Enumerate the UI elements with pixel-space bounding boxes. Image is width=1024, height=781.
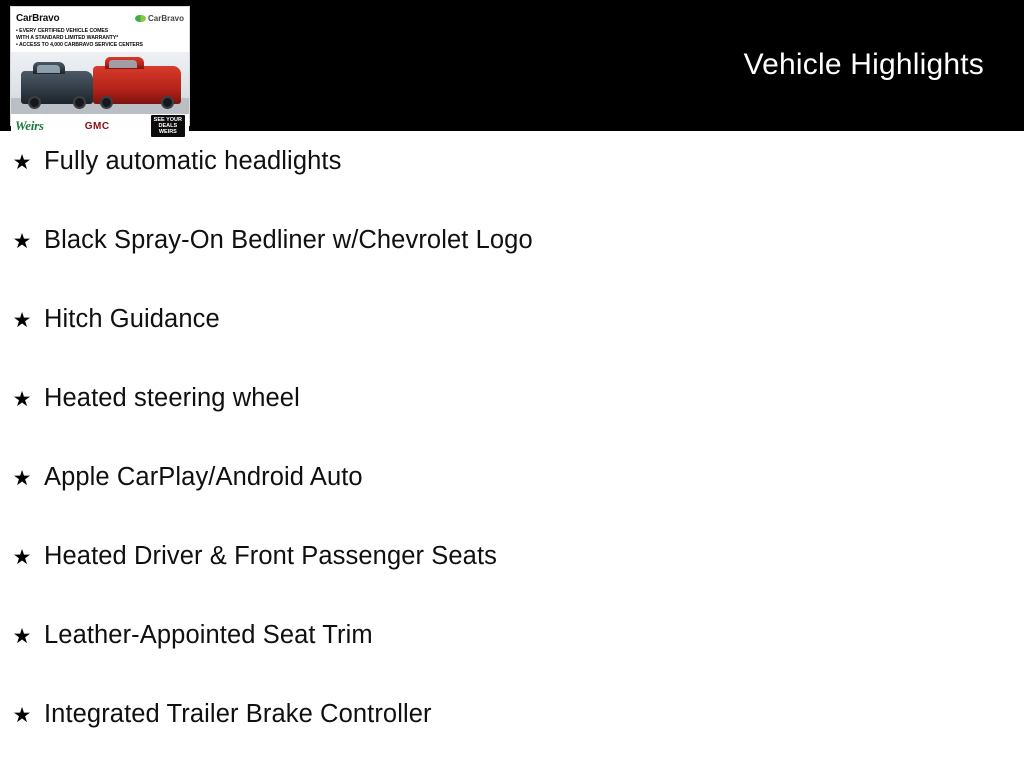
list-item [0, 623, 1024, 702]
highlight-label: Heated Driver & Front Passenger Seats [44, 542, 497, 570]
star-icon: ★ [12, 625, 32, 648]
gmc-logo: GMC [84, 120, 110, 132]
weirs-wordmark: Weirs [15, 118, 44, 133]
highlight-label: Apple CarPlay/Android Auto [44, 463, 363, 491]
truck-windshield [37, 65, 60, 73]
star-icon: ★ [12, 388, 32, 411]
list-item [0, 228, 1024, 307]
truck-wheel-rear [161, 96, 174, 109]
list-item [0, 386, 1024, 465]
truck-wheel-rear [73, 96, 86, 109]
dealer-certification-badge [10, 6, 190, 135]
truck-windshield [109, 60, 137, 68]
list-item [0, 465, 1024, 544]
badge-brand-row [11, 7, 189, 27]
star-icon: ★ [12, 704, 32, 727]
page-header [0, 0, 1024, 135]
list-item [0, 544, 1024, 623]
highlight-label: Fully automatic headlights [44, 147, 342, 175]
page-title: Vehicle Highlights [743, 48, 984, 81]
red-truck-image [93, 66, 181, 104]
highlight-label: Heated steering wheel [44, 384, 300, 412]
badge-bullet-2: WITH A STANDARD LIMITED WARRANTY* [16, 35, 119, 41]
dark-truck-image [21, 71, 93, 104]
star-icon: ★ [12, 467, 32, 490]
list-item [0, 149, 1024, 228]
truck-wheel-front [100, 96, 113, 109]
list-item [0, 702, 1024, 781]
weirs-tag-line2: DEALS [158, 123, 178, 129]
star-icon: ★ [12, 230, 32, 253]
highlights-list [0, 131, 1024, 781]
star-icon: ★ [12, 151, 32, 174]
badge-bullet-3: • ACCESS TO 4,000 CARBRAVO SERVICE CENTERS [16, 42, 143, 48]
highlight-label: Leather-Appointed Seat Trim [44, 621, 373, 649]
badge-bullet-1: • EVERY CERTIFIED VEHICLE COMES [16, 28, 109, 34]
carbravo-wordmark: CarBravo [16, 12, 60, 24]
list-item [0, 307, 1024, 386]
star-icon: ★ [12, 546, 32, 569]
badge-bullet-list [11, 27, 189, 51]
carbravo-logo-label: CarBravo [147, 13, 184, 23]
weirs-tag-line1: SEE YOUR [153, 117, 182, 123]
star-icon: ★ [12, 309, 32, 332]
weirs-tag-line3: WEIRS [158, 129, 177, 135]
highlight-label: Integrated Trailer Brake Controller [44, 700, 432, 728]
badge-truck-photo [11, 52, 189, 114]
carbravo-mark-icon [135, 15, 146, 22]
highlight-label: Black Spray-On Bedliner w/Chevrolet Logo [44, 226, 533, 254]
carbravo-logo [135, 14, 184, 23]
truck-wheel-front [28, 96, 41, 109]
highlight-label: Hitch Guidance [44, 305, 220, 333]
